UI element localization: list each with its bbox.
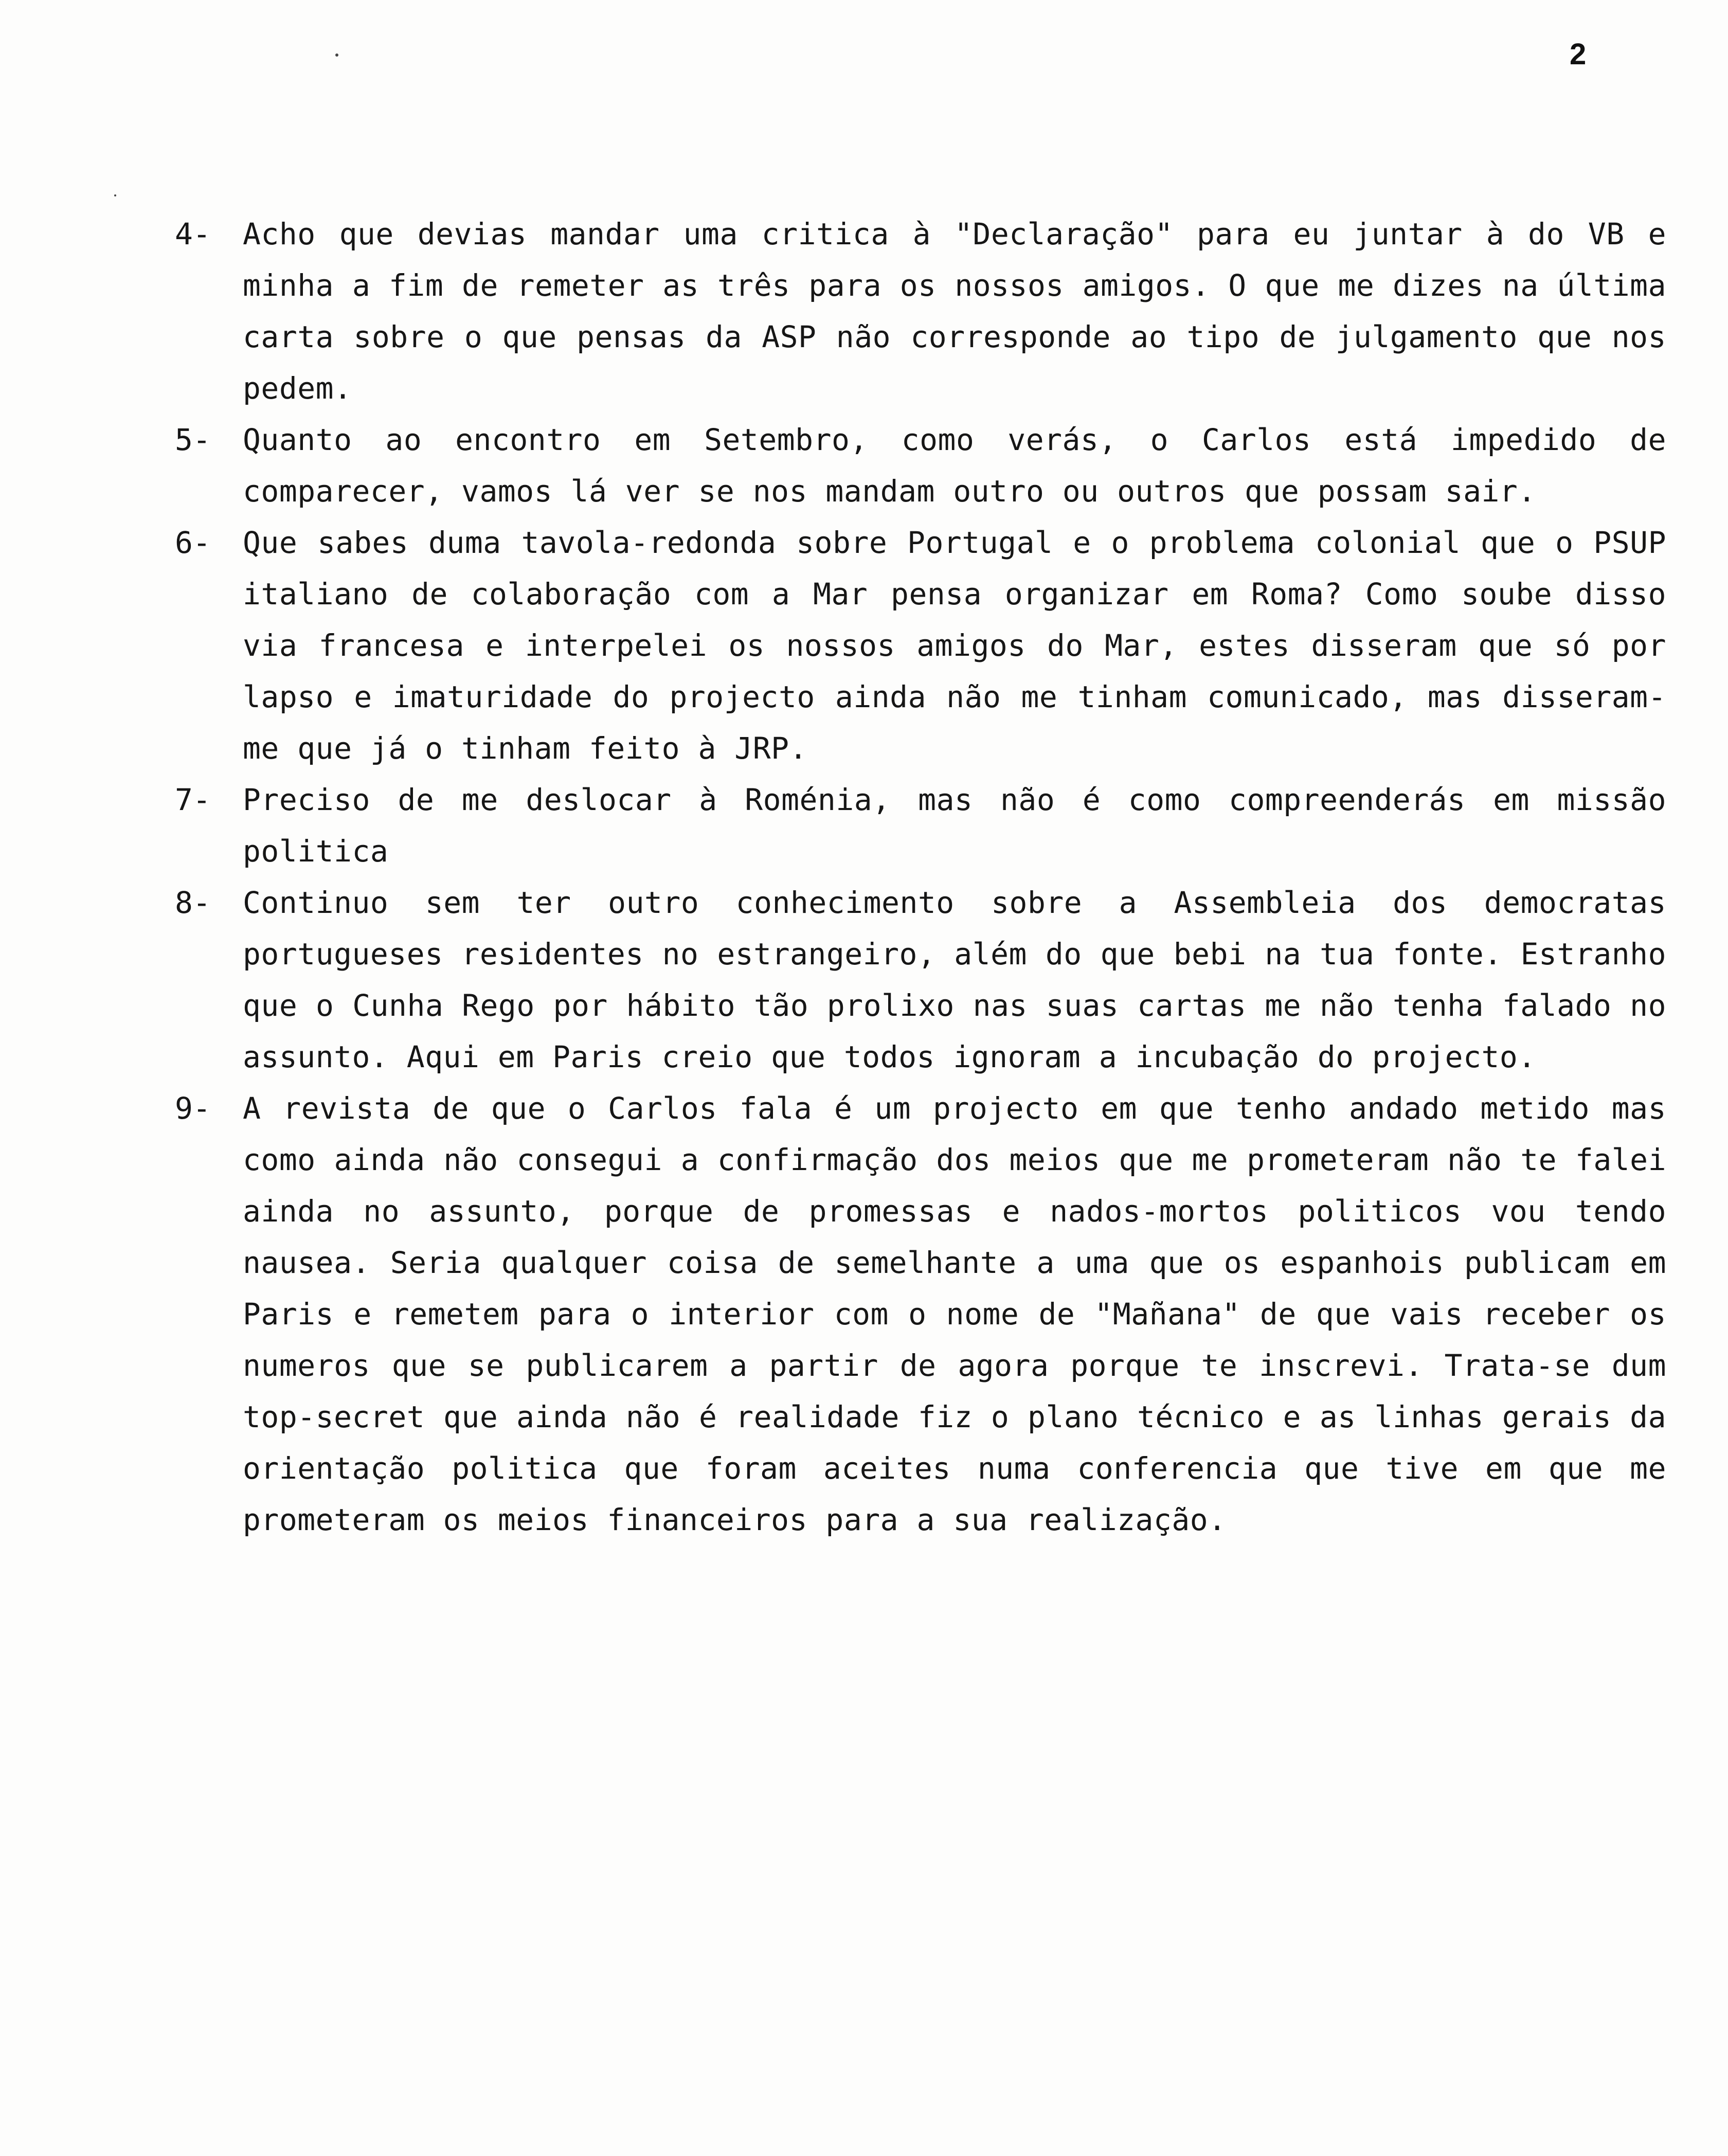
list-item-5 <box>175 414 1666 517</box>
item-number: 4- <box>175 217 211 251</box>
paper-speck <box>114 194 116 196</box>
item-text: A revista de que o Carlos fala é um projecto em que tenho andado metido mas como ainda não consegui a confirmação dos meios que me prometeram não te falei ainda no assunto, porque de promessas e nados-mortos politicos vou tendo nausea. Seria qualquer coisa de semelhante a uma que os espanhois publicam em Paris e remetem para o interior com o nome de "Mañana" de que vais receber os numeros que se publicarem a partir de agora porque te inscrevi. Trata-se dum top-secret que ainda não é realidade fiz o plano técnico e as linhas gerais da orientação politica que foram aceites numa conferencia que tive em que me prometeram os meios financeiros para a sua realização. <box>243 1091 1666 1537</box>
numbered-list <box>175 208 1666 1546</box>
item-text: Continuo sem ter outro conhecimento sobre a Assembleia dos democratas portugueses residentes no estrangeiro, além do que bebi na tua fonte. Estranho que o Cunha Rego por hábito tão prolixo nas suas cartas me não tenha falado no assunto. Aqui em Paris creio que todos ignoram a incubação do projecto. <box>243 885 1666 1074</box>
item-text: Acho que devias mandar uma critica à "Declaração" para eu juntar à do VB e minha a fim de remeter as três para os nossos amigos. O que me dizes na última carta sobre o que pensas da ASP não corresponde ao tipo de julgamento que nos pedem. <box>243 217 1666 406</box>
paper-speck <box>335 53 338 57</box>
list-item-6 <box>175 517 1666 774</box>
item-text: Que sabes duma tavola-redonda sobre Portugal e o problema colonial que o PSUP italiano de colaboração com a Mar pensa organizar em Roma? Como soube disso via francesa e interpelei os nossos amigos do Mar, estes disseram que só por lapso e imaturidade do projecto ainda não me tinham comunicado, mas disseram-me que já o tinham feito à JRP. <box>243 525 1666 766</box>
list-item-9 <box>175 1083 1666 1546</box>
item-number: 7- <box>175 782 211 817</box>
item-text: Quanto ao encontro em Setembro, como verás, o Carlos está impedido de comparecer, vamos lá ver se nos mandam outro ou outros que possam sair. <box>243 422 1666 509</box>
list-item-7 <box>175 774 1666 877</box>
item-number: 8- <box>175 885 211 920</box>
list-item-4 <box>175 208 1666 414</box>
page-number: 2 <box>1570 38 1587 71</box>
item-number: 9- <box>175 1091 211 1126</box>
list-item-8 <box>175 877 1666 1083</box>
item-number: 6- <box>175 525 211 560</box>
item-text: Preciso de me deslocar à Roménia, mas não é como compreenderás em missão politica <box>243 782 1666 869</box>
item-number: 5- <box>175 422 211 457</box>
